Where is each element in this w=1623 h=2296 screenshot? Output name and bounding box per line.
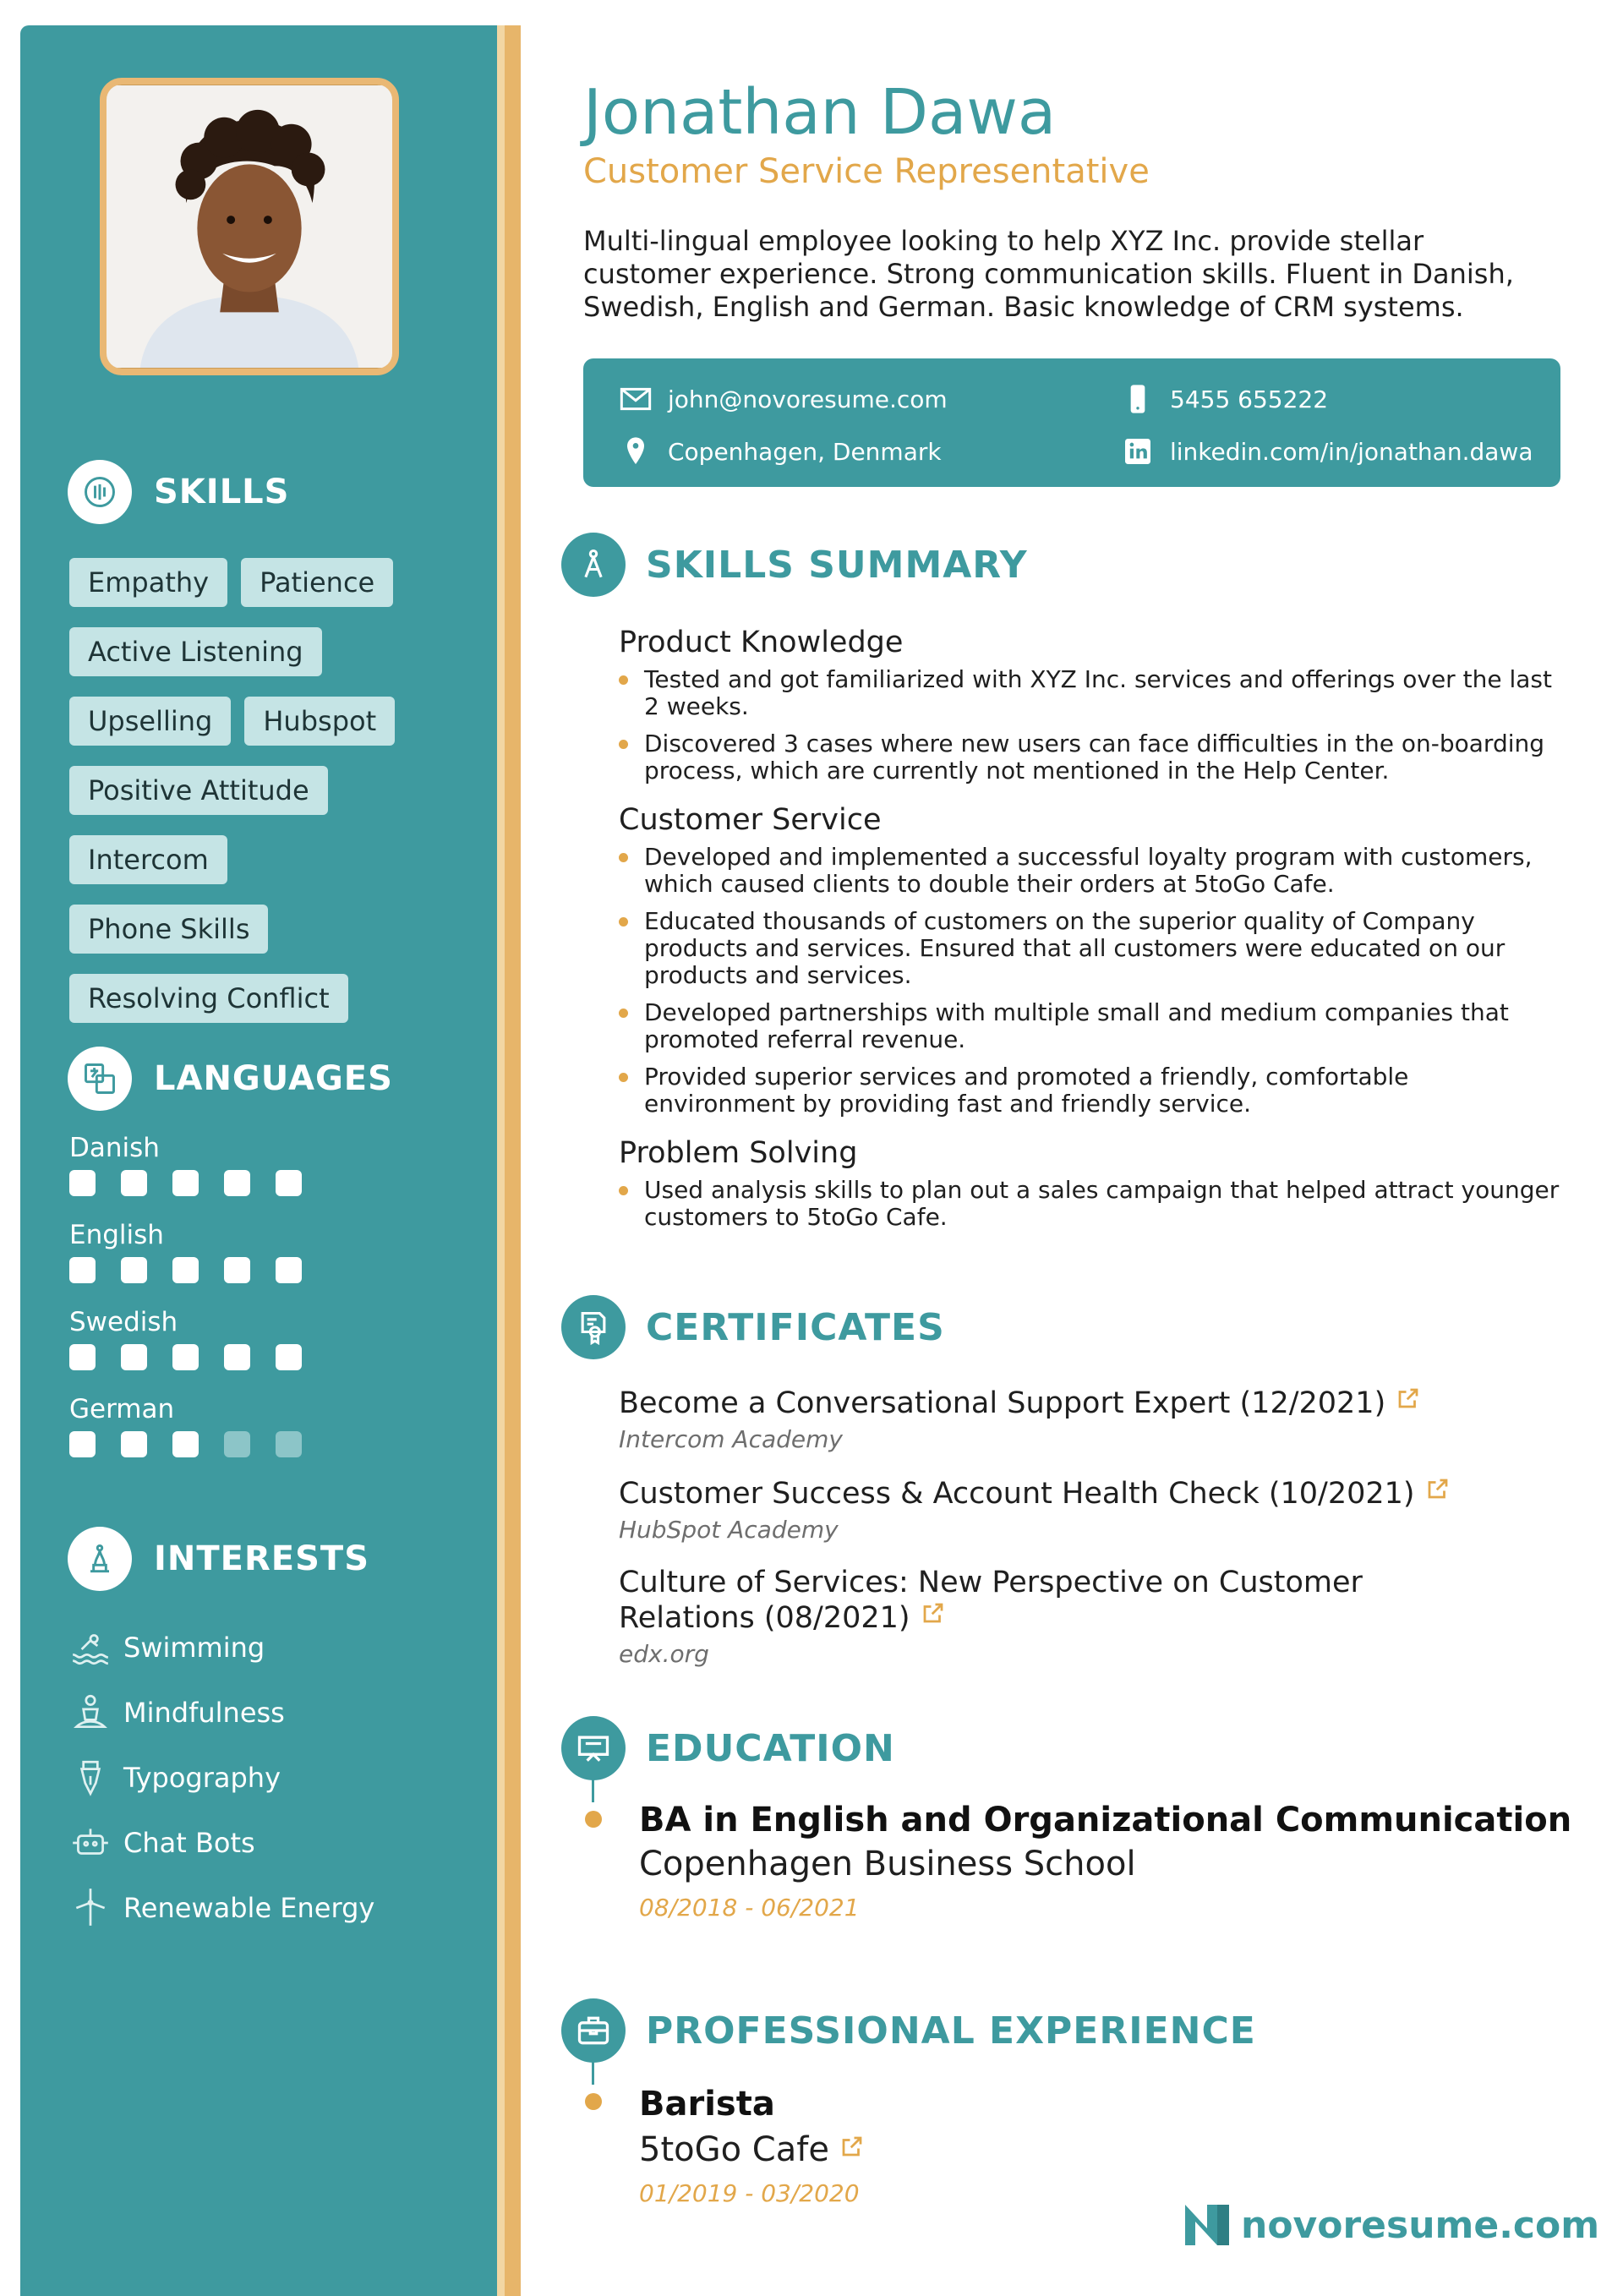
level-dot-filled (224, 1170, 250, 1196)
level-dot-filled (69, 1170, 96, 1196)
language-level (69, 1431, 302, 1457)
languages-title: LANGUAGES (154, 1059, 393, 1098)
skills-summary-heading (561, 533, 1028, 597)
language-level (69, 1344, 302, 1370)
certificates-list (619, 1385, 1566, 1690)
interest-item (69, 1875, 374, 1940)
experience-company: 5toGo Cafe (639, 2130, 829, 2169)
certificate-title-row (619, 1385, 1566, 1420)
contact-box (583, 358, 1560, 487)
certificate-title: Customer Success & Account Health Check (10/2021) (619, 1477, 1415, 1511)
level-dot-filled (121, 1431, 147, 1457)
level-dot-filled (276, 1170, 302, 1196)
language-item (69, 1133, 302, 1196)
interest-label: Swimming (123, 1631, 265, 1664)
interest-item (69, 1745, 374, 1810)
swimming-icon (69, 1626, 112, 1669)
bullet-item: Used analysis skills to plan out a sales campaign that helped attract younger customers to 5toGo Cafe. (619, 1177, 1566, 1231)
certificate-title: Culture of Services: New Perspective on Customer Relations (08/2021) (619, 1566, 1363, 1635)
skill-tag: Empathy (69, 558, 227, 607)
interest-label: Mindfulness (123, 1696, 285, 1729)
external-link-icon[interactable] (1425, 1475, 1451, 1501)
contact-linkedin-text: linkedin.com/in/jonathan.dawa (1170, 437, 1533, 466)
certificate-title-row (619, 1475, 1566, 1511)
briefcase-icon (561, 1998, 626, 2063)
level-dot-filled (69, 1257, 96, 1283)
bullet-item: Developed and implemented a successful loyalty program with customers, which caused clients to double their orders at 5toGo Cafe. (619, 844, 1566, 898)
language-item (69, 1220, 302, 1283)
skill-tag: Patience (241, 558, 393, 607)
interest-item (69, 1810, 374, 1875)
interest-label: Chat Bots (123, 1826, 255, 1859)
interest-item (69, 1615, 374, 1680)
skill-tag: Upselling (69, 697, 231, 746)
level-dot-filled (121, 1257, 147, 1283)
language-name: English (69, 1220, 164, 1250)
skill-group-bullets (619, 666, 1566, 784)
level-dot-filled (172, 1344, 199, 1370)
experience-heading (561, 1998, 1256, 2063)
level-dot-filled (276, 1344, 302, 1370)
language-item (69, 1394, 302, 1457)
level-dot-filled (121, 1344, 147, 1370)
level-dot-filled (224, 1344, 250, 1370)
robot-icon (69, 1822, 112, 1864)
certificate-item (619, 1385, 1566, 1453)
profile-photo-image (107, 85, 392, 369)
timeline-dot (585, 1811, 602, 1828)
translate-icon (68, 1047, 132, 1111)
meditation-icon (69, 1692, 112, 1734)
level-dot-filled (69, 1431, 96, 1457)
bullet-item: Discovered 3 cases where new users can face difficulties in the on-boarding process, which are currently not mentioned in the Help Center. (619, 730, 1566, 784)
interest-item (69, 1680, 374, 1745)
contact-location (619, 435, 942, 468)
certificate-org: edx.org (619, 1640, 709, 1668)
envelope-icon (619, 382, 653, 416)
level-dot-filled (121, 1170, 147, 1196)
skills-list (69, 558, 424, 1043)
language-item (69, 1307, 302, 1370)
skill-group-title: Problem Solving (619, 1136, 858, 1170)
skill-group-bullets (619, 1177, 1566, 1231)
location-pin-icon (619, 435, 653, 468)
skill-tag: Hubspot (244, 697, 395, 746)
interests-title: INTERESTS (154, 1539, 369, 1578)
external-link-icon[interactable] (839, 2129, 865, 2154)
education-title: EDUCATION (646, 1726, 895, 1770)
skills-summary-title: SKILLS SUMMARY (646, 543, 1028, 587)
interest-label: Typography (123, 1761, 281, 1794)
certificates-title: CERTIFICATES (646, 1305, 945, 1349)
education-heading (561, 1716, 895, 1780)
bullet-item: Provided superior services and promoted a friendly, comfortable environment by providing fast and friendly service. (619, 1063, 1566, 1118)
certificate-title: Become a Conversational Support Expert (12/2021) (619, 1386, 1386, 1420)
language-level (69, 1257, 302, 1283)
skill-tag: Active Listening (69, 627, 322, 676)
candidate-name: Jonathan Dawa (583, 76, 1057, 149)
certificate-org: HubSpot Academy (619, 1516, 839, 1544)
skill-group-title: Customer Service (619, 803, 882, 837)
skill-tag: Resolving Conflict (69, 974, 348, 1023)
language-name: German (69, 1394, 175, 1424)
novoresume-logo-icon (1182, 2201, 1232, 2249)
experience-company-row (639, 2129, 865, 2169)
skill-tag: Phone Skills (69, 905, 268, 954)
wind-turbine-icon (69, 1887, 112, 1929)
skills-heading (68, 460, 289, 524)
skill-group-bullets (619, 844, 1566, 1118)
education-entry (639, 1801, 1571, 1922)
candidate-role: Customer Service Representative (583, 152, 1150, 191)
interests-icon (68, 1527, 132, 1591)
linkedin-icon (1121, 435, 1155, 468)
contact-phone-text: 5455 655222 (1170, 385, 1329, 413)
language-name: Danish (69, 1133, 160, 1163)
sidebar-accent-stripe (497, 25, 521, 2296)
experience-entry (639, 2085, 865, 2207)
external-link-icon[interactable] (921, 1599, 946, 1625)
language-name: Swedish (69, 1307, 178, 1337)
languages-heading (68, 1047, 393, 1111)
bullet-item: Developed partnerships with multiple small and medium companies that promoted referral revenue. (619, 999, 1566, 1053)
certificate-icon (561, 1295, 626, 1359)
profile-photo (100, 78, 399, 375)
contact-email[interactable] (619, 382, 948, 416)
education-school: Copenhagen Business School (639, 1845, 1136, 1883)
experience-dates: 01/2019 - 03/2020 (639, 2179, 860, 2207)
skill-tag: Intercom (69, 835, 227, 884)
contact-phone[interactable] (1121, 382, 1328, 416)
contact-email-text: john@novoresume.com (668, 385, 948, 413)
certificate-title-row (619, 1566, 1464, 1635)
interests-heading (68, 1527, 369, 1591)
skill-tag: Positive Attitude (69, 766, 328, 815)
timeline-line (592, 1779, 594, 1802)
experience-position: Barista (639, 2085, 775, 2124)
interests-list (69, 1615, 374, 1940)
education-degree: BA in English and Organizational Communication (639, 1801, 1572, 1840)
external-link-icon[interactable] (1396, 1385, 1421, 1410)
languages-list (69, 1133, 302, 1481)
presentation-board-icon (561, 1716, 626, 1780)
profile-summary: Multi-lingual employee looking to help XYZ Inc. provide stellar customer experience. Strong communication skills. Fluent in Danish, Swedish, English and German. Basic knowledge of CRM systems. (583, 225, 1514, 323)
compass-icon (561, 533, 626, 597)
skills-title: SKILLS (154, 473, 290, 511)
certificates-heading (561, 1295, 945, 1359)
contact-linkedin[interactable] (1121, 435, 1533, 468)
experience-title: PROFESSIONAL EXPERIENCE (646, 2009, 1256, 2053)
phone-icon (1121, 382, 1155, 416)
certificate-item (619, 1566, 1464, 1668)
contact-location-text: Copenhagen, Denmark (668, 437, 942, 466)
brand-text: novoresume.com (1241, 2203, 1600, 2247)
level-dot-filled (224, 1257, 250, 1283)
timeline-line (592, 2061, 594, 2085)
brain-gear-icon (68, 460, 132, 524)
bullet-item: Tested and got familiarized with XYZ Inc. services and offerings over the last 2 weeks. (619, 666, 1566, 720)
skill-group-title: Product Knowledge (619, 626, 904, 659)
level-dot-filled (276, 1257, 302, 1283)
level-dot-filled (172, 1170, 199, 1196)
novoresume-brand[interactable] (1182, 2201, 1599, 2249)
level-dot-empty (276, 1431, 302, 1457)
level-dot-filled (172, 1257, 199, 1283)
certificate-org: Intercom Academy (619, 1425, 843, 1453)
level-dot-empty (224, 1431, 250, 1457)
skills-summary-body (619, 626, 1566, 1249)
timeline-dot (585, 2093, 602, 2110)
education-dates: 08/2018 - 06/2021 (639, 1894, 860, 1922)
language-level (69, 1170, 302, 1196)
certificate-item (619, 1475, 1566, 1544)
level-dot-filled (172, 1431, 199, 1457)
interest-label: Renewable Energy (123, 1891, 375, 1924)
pen-nib-icon (69, 1757, 112, 1799)
bullet-item: Educated thousands of customers on the superior quality of Company products and services. Ensured that all customers were educated on our products and services. (619, 908, 1566, 989)
level-dot-filled (69, 1344, 96, 1370)
